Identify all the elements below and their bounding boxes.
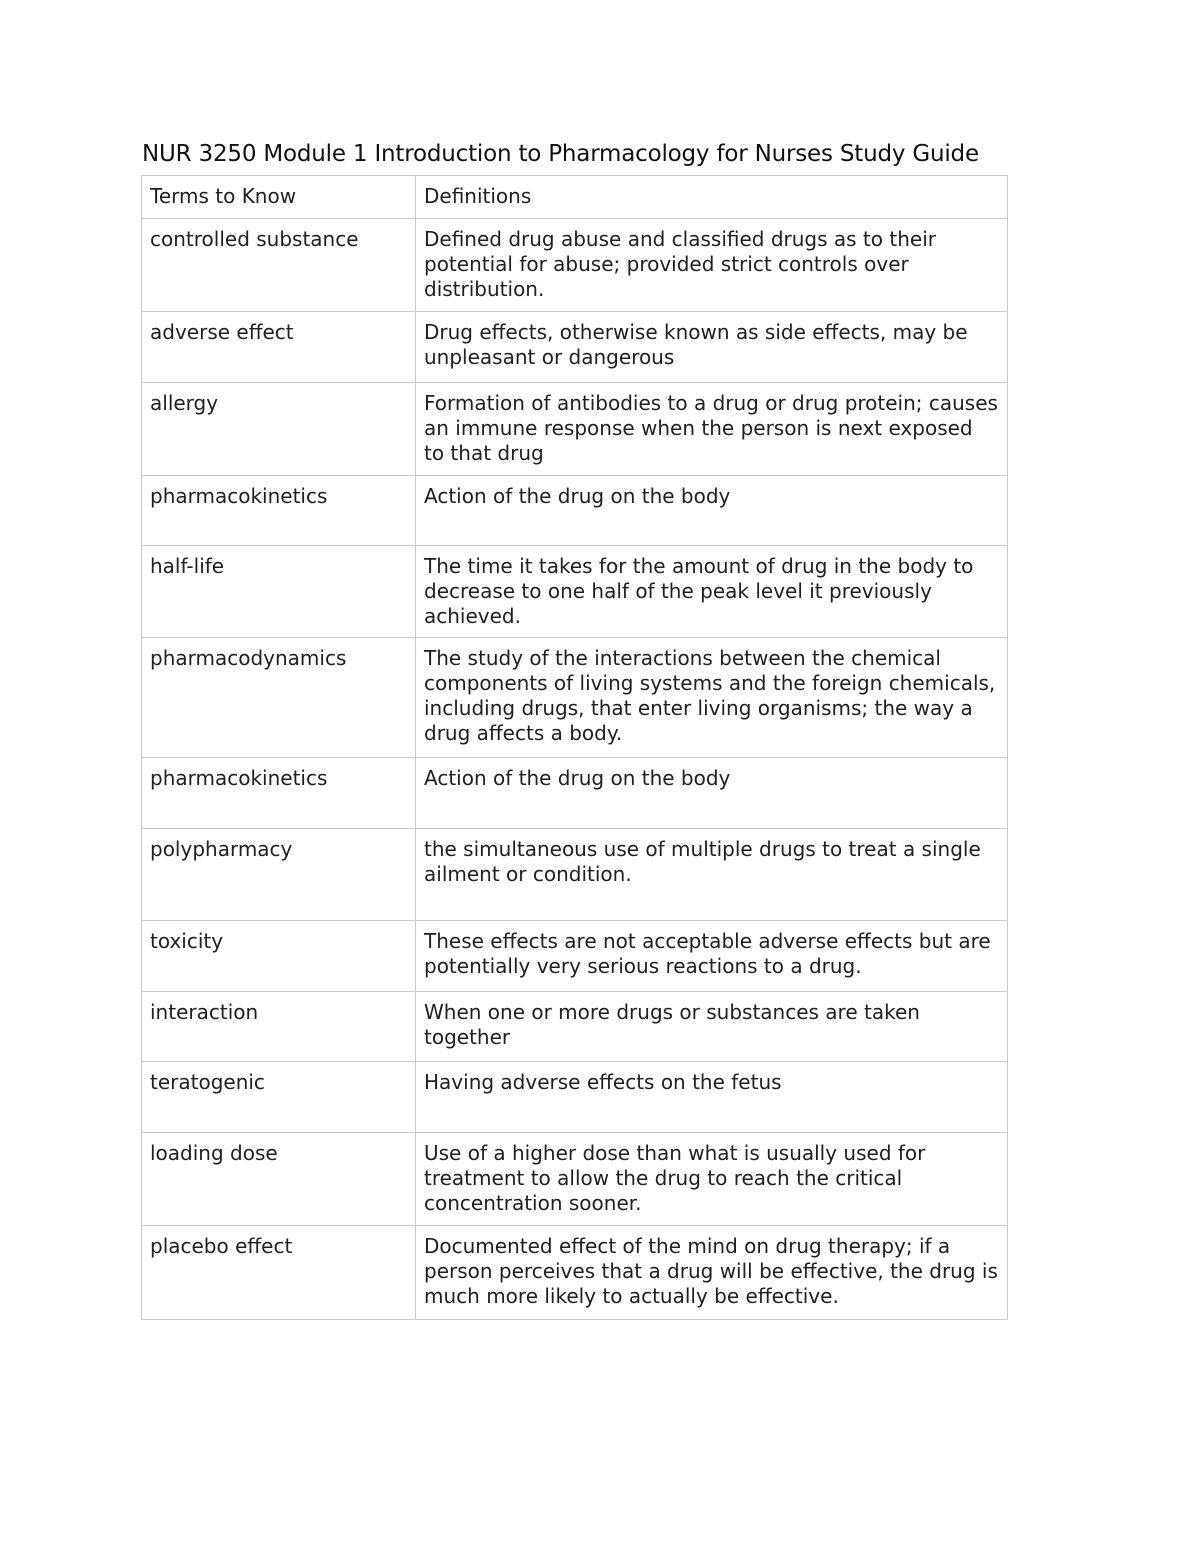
definition-cell: Use of a higher dose than what is usually used for treatment to allow the drug to reach the critical concentration sooner.	[416, 1133, 1008, 1226]
table-row	[142, 1226, 1008, 1320]
term-cell: placebo effect	[142, 1226, 416, 1320]
definition-cell: These effects are not acceptable adverse effects but are potentially very serious reactions to a drug.	[416, 921, 1008, 992]
table-row	[142, 638, 1008, 758]
definition-cell: The time it takes for the amount of drug in the body to decrease to one half of the peak level it previously achieved.	[416, 546, 1008, 638]
table-row	[142, 219, 1008, 312]
table-row	[142, 829, 1008, 921]
table-header-row	[142, 176, 1008, 219]
table-row	[142, 312, 1008, 383]
definition-cell: Defined drug abuse and classified drugs as to their potential for abuse; provided strict controls over distribution.	[416, 219, 1008, 312]
table-row	[142, 992, 1008, 1062]
column-header-definitions: Definitions	[416, 176, 1008, 219]
definition-cell: Action of the drug on the body	[416, 758, 1008, 829]
table-row	[142, 383, 1008, 476]
term-cell: interaction	[142, 992, 416, 1062]
term-cell: teratogenic	[142, 1062, 416, 1133]
definition-cell: Drug effects, otherwise known as side effects, may be unpleasant or dangerous	[416, 312, 1008, 383]
table-row	[142, 1133, 1008, 1226]
term-cell: toxicity	[142, 921, 416, 992]
definition-cell: Documented effect of the mind on drug therapy; if a person perceives that a drug will be effective, the drug is much more likely to actually be effective.	[416, 1226, 1008, 1320]
definition-cell: Action of the drug on the body	[416, 476, 1008, 546]
definition-cell: When one or more drugs or substances are taken together	[416, 992, 1008, 1062]
terms-table	[141, 175, 1008, 1320]
table-row	[142, 1062, 1008, 1133]
term-cell: adverse effect	[142, 312, 416, 383]
term-cell: loading dose	[142, 1133, 416, 1226]
table-row	[142, 921, 1008, 992]
definition-cell: the simultaneous use of multiple drugs to treat a single ailment or condition.	[416, 829, 1008, 921]
term-cell: pharmacodynamics	[142, 638, 416, 758]
table-row	[142, 476, 1008, 546]
term-cell: pharmacokinetics	[142, 476, 416, 546]
page-title: NUR 3250 Module 1 Introduction to Pharmacology for Nurses Study Guide	[142, 141, 979, 167]
term-cell: allergy	[142, 383, 416, 476]
term-cell: half-life	[142, 546, 416, 638]
term-cell: polypharmacy	[142, 829, 416, 921]
definition-cell: Having adverse effects on the fetus	[416, 1062, 1008, 1133]
table-row	[142, 758, 1008, 829]
table-row	[142, 546, 1008, 638]
term-cell: pharmacokinetics	[142, 758, 416, 829]
definition-cell: Formation of antibodies to a drug or drug protein; causes an immune response when the person is next exposed to that drug	[416, 383, 1008, 476]
definition-cell: The study of the interactions between the chemical components of living systems and the foreign chemicals, including drugs, that enter living organisms; the way a drug affects a body.	[416, 638, 1008, 758]
term-cell: controlled substance	[142, 219, 416, 312]
column-header-terms: Terms to Know	[142, 176, 416, 219]
